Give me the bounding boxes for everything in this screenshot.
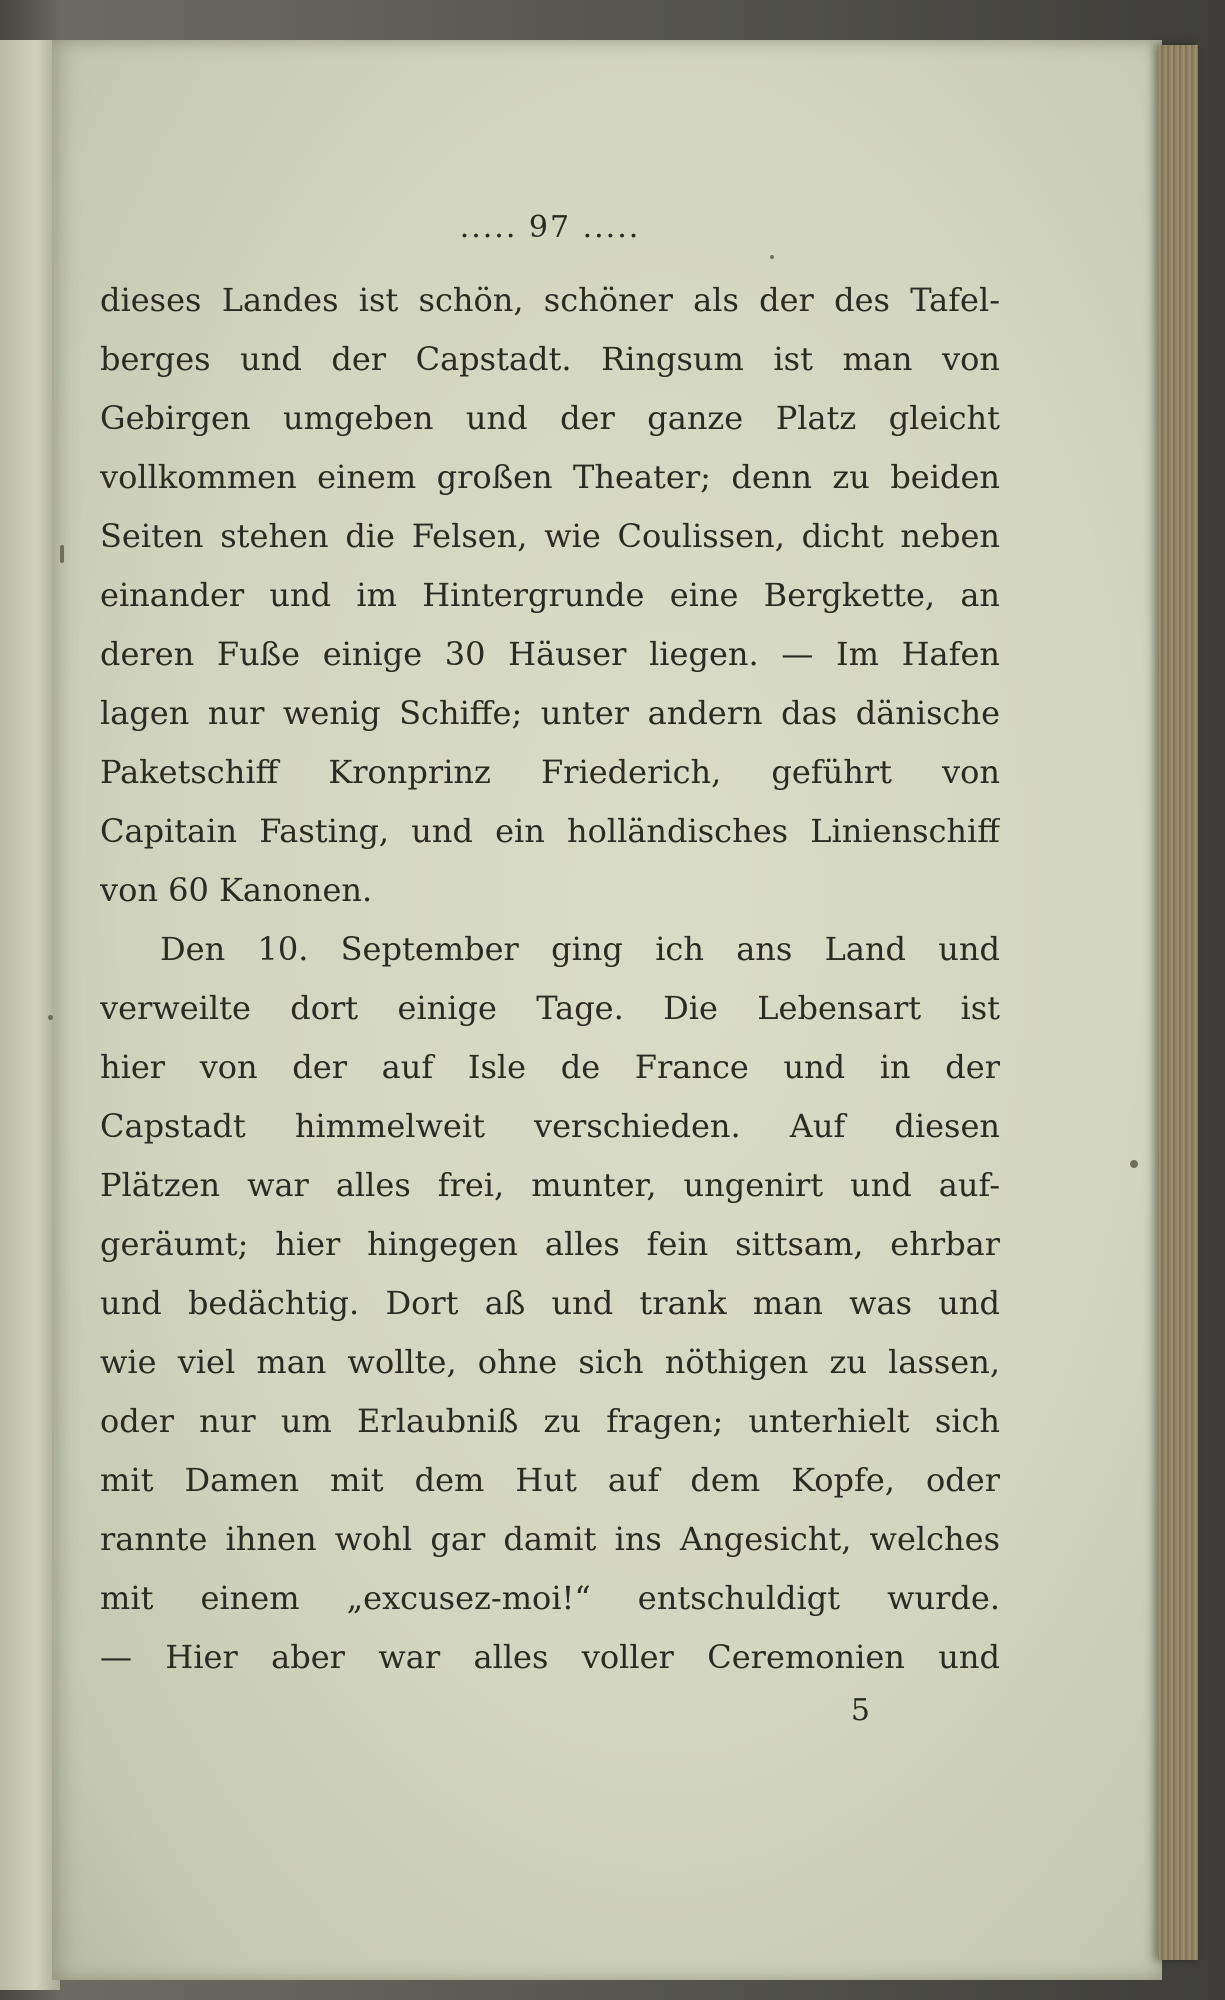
text-line: Plätzen war alles frei, munter, ungenirt und auf- bbox=[100, 1166, 1000, 1204]
paper-speck bbox=[60, 545, 64, 563]
text-line: und bedächtig. Dort aß und trank man was und bbox=[100, 1284, 1000, 1322]
paper-speck bbox=[770, 255, 774, 259]
text-line: vollkommen einem großen Theater; denn zu beiden bbox=[100, 458, 1000, 496]
text-line: rannte ihnen wohl gar damit ins Angesicht, welches bbox=[100, 1520, 1000, 1558]
text-line: Den 10. September ging ich ans Land und bbox=[160, 930, 1000, 968]
paper-speck bbox=[48, 1015, 53, 1020]
text-line: lagen nur wenig Schiffe; unter andern das dänische bbox=[100, 694, 1000, 732]
text-line: Capstadt himmelweit verschieden. Auf diesen bbox=[100, 1107, 1000, 1145]
text-line: hier von der auf Isle de France und in der bbox=[100, 1048, 1000, 1086]
paper-speck bbox=[1130, 1160, 1138, 1168]
page-text bbox=[100, 210, 1000, 1728]
text-line: dieses Landes ist schön, schöner als der des Tafel- bbox=[100, 281, 1000, 319]
text-line: Seiten stehen die Felsen, wie Coulissen, dicht neben bbox=[100, 517, 1000, 555]
text-line: Paketschiff Kronprinz Friederich, geführt von bbox=[100, 753, 1000, 791]
text-line: wie viel man wollte, ohne sich nöthigen zu lassen, bbox=[100, 1343, 1000, 1381]
text-line: Gebirgen umgeben und der ganze Platz gleicht bbox=[100, 399, 1000, 437]
page-number: ..... 97 ..... bbox=[459, 210, 641, 245]
page-block-edge bbox=[1158, 45, 1198, 1960]
text-line: deren Fuße einige 30 Häuser liegen. — Im Hafen bbox=[100, 635, 1000, 673]
text-line: einander und im Hintergrunde eine Bergkette, an bbox=[100, 576, 1000, 614]
text-line: verweilte dort einige Tage. Die Lebensart ist bbox=[100, 989, 1000, 1027]
text-line: mit einem „excusez-moi!“ entschuldigt wurde. bbox=[100, 1579, 1000, 1617]
text-line: Capitain Fasting, und ein holländisches Linienschiff bbox=[100, 812, 1000, 850]
text-line: berges und der Capstadt. Ringsum ist man von bbox=[100, 340, 1000, 378]
text-line: oder nur um Erlaubniß zu fragen; unterhielt sich bbox=[100, 1402, 1000, 1440]
signature-mark: 5 bbox=[850, 1693, 870, 1728]
text-line: — Hier aber war alles voller Ceremonien und bbox=[100, 1638, 1000, 1676]
text-line: geräumt; hier hingegen alles fein sittsam, ehrbar bbox=[100, 1225, 1000, 1263]
text-line: mit Damen mit dem Hut auf dem Kopfe, oder bbox=[100, 1461, 1000, 1499]
text-line: von 60 Kanonen. bbox=[100, 871, 373, 909]
